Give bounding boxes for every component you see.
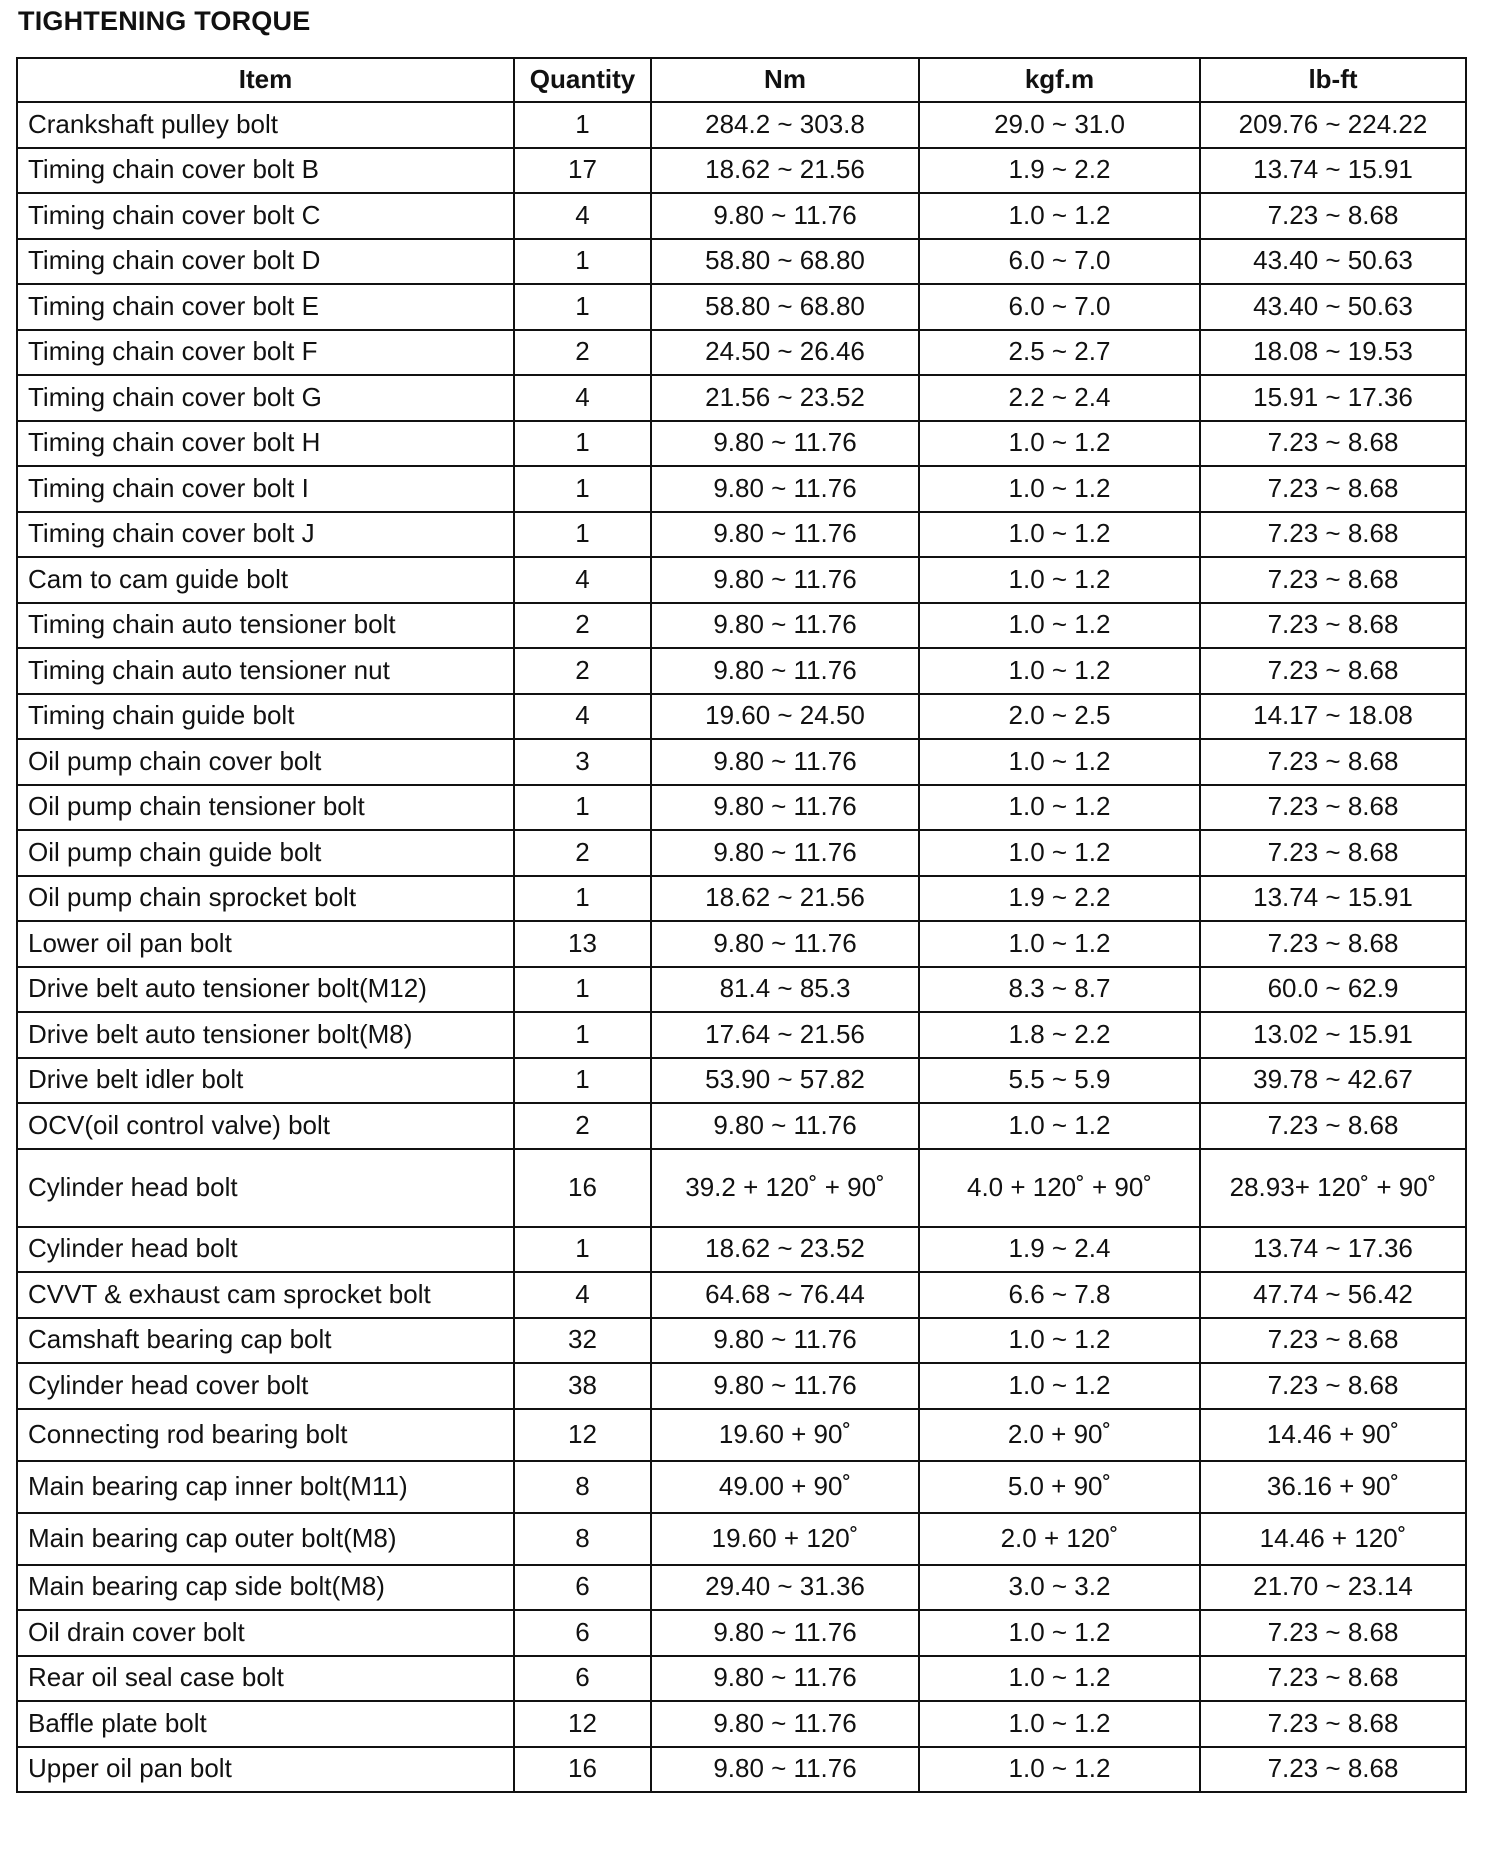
cell-nm: 9.80 ~ 11.76	[651, 739, 919, 785]
column-header-lb-ft: lb-ft	[1200, 58, 1466, 102]
cell-nm: 9.80 ~ 11.76	[651, 1103, 919, 1149]
cell-item: Drive belt idler bolt	[17, 1058, 514, 1104]
cell-lb-ft: 60.0 ~ 62.9	[1200, 967, 1466, 1013]
cell-quantity: 17	[514, 148, 651, 194]
cell-quantity: 4	[514, 375, 651, 421]
cell-item: Crankshaft pulley bolt	[17, 102, 514, 148]
cell-quantity: 3	[514, 739, 651, 785]
cell-nm: 9.80 ~ 11.76	[651, 1318, 919, 1364]
table-row	[17, 1103, 1466, 1149]
cell-lb-ft: 47.74 ~ 56.42	[1200, 1272, 1466, 1318]
cell-lb-ft: 36.16 + 90˚	[1200, 1461, 1466, 1513]
cell-item: Main bearing cap outer bolt(M8)	[17, 1513, 514, 1565]
cell-kgf-m: 1.0 ~ 1.2	[919, 921, 1200, 967]
cell-item: Cylinder head bolt	[17, 1227, 514, 1273]
cell-quantity: 4	[514, 557, 651, 603]
cell-quantity: 8	[514, 1461, 651, 1513]
tightening-torque-table	[16, 57, 1467, 1793]
cell-quantity: 16	[514, 1149, 651, 1227]
cell-nm: 9.80 ~ 11.76	[651, 421, 919, 467]
table-row	[17, 1058, 1466, 1104]
cell-quantity: 6	[514, 1565, 651, 1611]
cell-kgf-m: 1.0 ~ 1.2	[919, 739, 1200, 785]
table-row	[17, 284, 1466, 330]
table-row	[17, 1363, 1466, 1409]
cell-nm: 19.60 ~ 24.50	[651, 694, 919, 740]
cell-lb-ft: 7.23 ~ 8.68	[1200, 466, 1466, 512]
column-header-item: Item	[17, 58, 514, 102]
cell-item: Lower oil pan bolt	[17, 921, 514, 967]
cell-lb-ft: 14.46 + 120˚	[1200, 1513, 1466, 1565]
cell-item: Oil pump chain cover bolt	[17, 739, 514, 785]
table-row	[17, 694, 1466, 740]
cell-kgf-m: 2.2 ~ 2.4	[919, 375, 1200, 421]
cell-item: Cam to cam guide bolt	[17, 557, 514, 603]
cell-item: Drive belt auto tensioner bolt(M12)	[17, 967, 514, 1013]
cell-lb-ft: 28.93+ 120˚ + 90˚	[1200, 1149, 1466, 1227]
cell-quantity: 32	[514, 1318, 651, 1364]
cell-kgf-m: 5.5 ~ 5.9	[919, 1058, 1200, 1104]
cell-kgf-m: 6.0 ~ 7.0	[919, 284, 1200, 330]
table-row	[17, 967, 1466, 1013]
cell-kgf-m: 8.3 ~ 8.7	[919, 967, 1200, 1013]
cell-lb-ft: 7.23 ~ 8.68	[1200, 512, 1466, 558]
cell-lb-ft: 14.46 + 90˚	[1200, 1409, 1466, 1461]
cell-lb-ft: 13.02 ~ 15.91	[1200, 1012, 1466, 1058]
cell-kgf-m: 1.9 ~ 2.2	[919, 148, 1200, 194]
cell-quantity: 1	[514, 1227, 651, 1273]
cell-kgf-m: 6.0 ~ 7.0	[919, 239, 1200, 285]
table-row	[17, 603, 1466, 649]
cell-kgf-m: 1.0 ~ 1.2	[919, 466, 1200, 512]
cell-item: Timing chain auto tensioner bolt	[17, 603, 514, 649]
cell-item: CVVT & exhaust cam sprocket bolt	[17, 1272, 514, 1318]
cell-kgf-m: 1.0 ~ 1.2	[919, 1318, 1200, 1364]
cell-nm: 53.90 ~ 57.82	[651, 1058, 919, 1104]
cell-nm: 9.80 ~ 11.76	[651, 921, 919, 967]
cell-lb-ft: 7.23 ~ 8.68	[1200, 1318, 1466, 1364]
cell-item: Oil pump chain sprocket bolt	[17, 876, 514, 922]
cell-nm: 9.80 ~ 11.76	[651, 1701, 919, 1747]
cell-item: Timing chain cover bolt G	[17, 375, 514, 421]
cell-nm: 18.62 ~ 21.56	[651, 148, 919, 194]
cell-nm: 18.62 ~ 21.56	[651, 876, 919, 922]
cell-kgf-m: 1.0 ~ 1.2	[919, 1656, 1200, 1702]
cell-nm: 49.00 + 90˚	[651, 1461, 919, 1513]
cell-kgf-m: 2.0 ~ 2.5	[919, 694, 1200, 740]
table-row	[17, 739, 1466, 785]
cell-nm: 21.56 ~ 23.52	[651, 375, 919, 421]
table-row	[17, 557, 1466, 603]
cell-kgf-m: 2.0 + 90˚	[919, 1409, 1200, 1461]
cell-quantity: 8	[514, 1513, 651, 1565]
cell-nm: 9.80 ~ 11.76	[651, 785, 919, 831]
table-row	[17, 785, 1466, 831]
cell-item: Main bearing cap side bolt(M8)	[17, 1565, 514, 1611]
cell-item: Connecting rod bearing bolt	[17, 1409, 514, 1461]
cell-lb-ft: 13.74 ~ 15.91	[1200, 876, 1466, 922]
table-row	[17, 512, 1466, 558]
cell-lb-ft: 7.23 ~ 8.68	[1200, 1747, 1466, 1793]
table-row	[17, 830, 1466, 876]
cell-quantity: 1	[514, 876, 651, 922]
cell-nm: 18.62 ~ 23.52	[651, 1227, 919, 1273]
table-row	[17, 148, 1466, 194]
cell-kgf-m: 1.0 ~ 1.2	[919, 1363, 1200, 1409]
cell-nm: 39.2 + 120˚ + 90˚	[651, 1149, 919, 1227]
table-header-row	[17, 58, 1466, 102]
cell-nm: 9.80 ~ 11.76	[651, 466, 919, 512]
table-row	[17, 1227, 1466, 1273]
cell-quantity: 1	[514, 785, 651, 831]
cell-kgf-m: 1.0 ~ 1.2	[919, 512, 1200, 558]
cell-kgf-m: 1.0 ~ 1.2	[919, 603, 1200, 649]
table-row	[17, 239, 1466, 285]
cell-nm: 58.80 ~ 68.80	[651, 284, 919, 330]
cell-lb-ft: 7.23 ~ 8.68	[1200, 648, 1466, 694]
cell-kgf-m: 1.0 ~ 1.2	[919, 785, 1200, 831]
table-row	[17, 466, 1466, 512]
cell-nm: 58.80 ~ 68.80	[651, 239, 919, 285]
cell-lb-ft: 43.40 ~ 50.63	[1200, 239, 1466, 285]
cell-quantity: 1	[514, 1058, 651, 1104]
cell-kgf-m: 2.5 ~ 2.7	[919, 330, 1200, 376]
cell-lb-ft: 18.08 ~ 19.53	[1200, 330, 1466, 376]
cell-nm: 19.60 + 90˚	[651, 1409, 919, 1461]
cell-lb-ft: 7.23 ~ 8.68	[1200, 921, 1466, 967]
table-row	[17, 648, 1466, 694]
cell-quantity: 1	[514, 102, 651, 148]
cell-item: Main bearing cap inner bolt(M11)	[17, 1461, 514, 1513]
cell-lb-ft: 7.23 ~ 8.68	[1200, 1103, 1466, 1149]
cell-item: Timing chain guide bolt	[17, 694, 514, 740]
cell-lb-ft: 7.23 ~ 8.68	[1200, 1656, 1466, 1702]
cell-item: Timing chain cover bolt I	[17, 466, 514, 512]
cell-nm: 9.80 ~ 11.76	[651, 193, 919, 239]
cell-quantity: 1	[514, 512, 651, 558]
cell-kgf-m: 1.0 ~ 1.2	[919, 830, 1200, 876]
cell-item: Camshaft bearing cap bolt	[17, 1318, 514, 1364]
cell-quantity: 2	[514, 648, 651, 694]
table-row	[17, 876, 1466, 922]
cell-quantity: 4	[514, 694, 651, 740]
cell-lb-ft: 7.23 ~ 8.68	[1200, 603, 1466, 649]
cell-nm: 19.60 + 120˚	[651, 1513, 919, 1565]
cell-nm: 9.80 ~ 11.76	[651, 1610, 919, 1656]
cell-kgf-m: 1.0 ~ 1.2	[919, 421, 1200, 467]
cell-nm: 9.80 ~ 11.76	[651, 1656, 919, 1702]
cell-nm: 9.80 ~ 11.76	[651, 830, 919, 876]
table-row	[17, 1610, 1466, 1656]
cell-quantity: 1	[514, 967, 651, 1013]
cell-item: Timing chain cover bolt J	[17, 512, 514, 558]
cell-nm: 9.80 ~ 11.76	[651, 557, 919, 603]
cell-lb-ft: 7.23 ~ 8.68	[1200, 785, 1466, 831]
cell-quantity: 4	[514, 193, 651, 239]
cell-nm: 64.68 ~ 76.44	[651, 1272, 919, 1318]
cell-quantity: 2	[514, 1103, 651, 1149]
cell-lb-ft: 7.23 ~ 8.68	[1200, 1701, 1466, 1747]
cell-kgf-m: 5.0 + 90˚	[919, 1461, 1200, 1513]
cell-item: Cylinder head cover bolt	[17, 1363, 514, 1409]
cell-kgf-m: 1.0 ~ 1.2	[919, 193, 1200, 239]
cell-quantity: 4	[514, 1272, 651, 1318]
table-row	[17, 421, 1466, 467]
cell-kgf-m: 1.0 ~ 1.2	[919, 1610, 1200, 1656]
cell-kgf-m: 1.9 ~ 2.2	[919, 876, 1200, 922]
cell-quantity: 6	[514, 1656, 651, 1702]
cell-lb-ft: 7.23 ~ 8.68	[1200, 830, 1466, 876]
table-row	[17, 1513, 1466, 1565]
cell-quantity: 6	[514, 1610, 651, 1656]
cell-lb-ft: 7.23 ~ 8.68	[1200, 193, 1466, 239]
table-body	[17, 102, 1466, 1792]
cell-quantity: 2	[514, 830, 651, 876]
cell-lb-ft: 7.23 ~ 8.68	[1200, 557, 1466, 603]
cell-item: Timing chain cover bolt D	[17, 239, 514, 285]
table-row	[17, 375, 1466, 421]
cell-nm: 9.80 ~ 11.76	[651, 512, 919, 558]
cell-lb-ft: 7.23 ~ 8.68	[1200, 421, 1466, 467]
page-title: TIGHTENING TORQUE	[18, 6, 311, 36]
cell-lb-ft: 43.40 ~ 50.63	[1200, 284, 1466, 330]
table-row	[17, 330, 1466, 376]
table-row	[17, 1565, 1466, 1611]
cell-lb-ft: 7.23 ~ 8.68	[1200, 1363, 1466, 1409]
cell-lb-ft: 21.70 ~ 23.14	[1200, 1565, 1466, 1611]
cell-lb-ft: 14.17 ~ 18.08	[1200, 694, 1466, 740]
cell-kgf-m: 1.0 ~ 1.2	[919, 557, 1200, 603]
cell-lb-ft: 7.23 ~ 8.68	[1200, 1610, 1466, 1656]
table-row	[17, 1656, 1466, 1702]
cell-item: Upper oil pan bolt	[17, 1747, 514, 1793]
cell-item: Oil pump chain tensioner bolt	[17, 785, 514, 831]
cell-lb-ft: 209.76 ~ 224.22	[1200, 102, 1466, 148]
cell-lb-ft: 13.74 ~ 17.36	[1200, 1227, 1466, 1273]
column-header-nm: Nm	[651, 58, 919, 102]
cell-nm: 9.80 ~ 11.76	[651, 648, 919, 694]
cell-quantity: 1	[514, 421, 651, 467]
cell-item: Timing chain cover bolt H	[17, 421, 514, 467]
cell-nm: 24.50 ~ 26.46	[651, 330, 919, 376]
cell-kgf-m: 1.8 ~ 2.2	[919, 1012, 1200, 1058]
cell-quantity: 13	[514, 921, 651, 967]
cell-quantity: 1	[514, 466, 651, 512]
cell-item: Oil drain cover bolt	[17, 1610, 514, 1656]
cell-kgf-m: 6.6 ~ 7.8	[919, 1272, 1200, 1318]
cell-nm: 17.64 ~ 21.56	[651, 1012, 919, 1058]
cell-kgf-m: 3.0 ~ 3.2	[919, 1565, 1200, 1611]
cell-nm: 81.4 ~ 85.3	[651, 967, 919, 1013]
cell-quantity: 2	[514, 330, 651, 376]
cell-lb-ft: 15.91 ~ 17.36	[1200, 375, 1466, 421]
table-row	[17, 1318, 1466, 1364]
cell-item: Timing chain cover bolt B	[17, 148, 514, 194]
cell-quantity: 1	[514, 1012, 651, 1058]
table-row	[17, 193, 1466, 239]
cell-item: Drive belt auto tensioner bolt(M8)	[17, 1012, 514, 1058]
cell-nm: 9.80 ~ 11.76	[651, 1747, 919, 1793]
cell-nm: 284.2 ~ 303.8	[651, 102, 919, 148]
cell-kgf-m: 2.0 + 120˚	[919, 1513, 1200, 1565]
cell-lb-ft: 13.74 ~ 15.91	[1200, 148, 1466, 194]
cell-item: Timing chain cover bolt C	[17, 193, 514, 239]
cell-item: Cylinder head bolt	[17, 1149, 514, 1227]
cell-quantity: 2	[514, 603, 651, 649]
cell-item: Rear oil seal case bolt	[17, 1656, 514, 1702]
table-row	[17, 1012, 1466, 1058]
table-row	[17, 1461, 1466, 1513]
cell-kgf-m: 1.0 ~ 1.2	[919, 1747, 1200, 1793]
cell-nm: 9.80 ~ 11.76	[651, 603, 919, 649]
cell-quantity: 1	[514, 239, 651, 285]
cell-kgf-m: 1.0 ~ 1.2	[919, 1103, 1200, 1149]
cell-quantity: 38	[514, 1363, 651, 1409]
cell-quantity: 12	[514, 1409, 651, 1461]
cell-item: Oil pump chain guide bolt	[17, 830, 514, 876]
cell-quantity: 16	[514, 1747, 651, 1793]
table-row	[17, 1747, 1466, 1793]
column-header-quantity: Quantity	[514, 58, 651, 102]
cell-item: Timing chain auto tensioner nut	[17, 648, 514, 694]
cell-kgf-m: 4.0 + 120˚ + 90˚	[919, 1149, 1200, 1227]
table-row	[17, 1409, 1466, 1461]
table-row	[17, 1701, 1466, 1747]
cell-quantity: 12	[514, 1701, 651, 1747]
table-row	[17, 1272, 1466, 1318]
cell-item: Baffle plate bolt	[17, 1701, 514, 1747]
cell-kgf-m: 1.9 ~ 2.4	[919, 1227, 1200, 1273]
cell-kgf-m: 1.0 ~ 1.2	[919, 648, 1200, 694]
table-row	[17, 102, 1466, 148]
cell-item: Timing chain cover bolt E	[17, 284, 514, 330]
cell-item: OCV(oil control valve) bolt	[17, 1103, 514, 1149]
cell-kgf-m: 29.0 ~ 31.0	[919, 102, 1200, 148]
table-row	[17, 1149, 1466, 1227]
cell-kgf-m: 1.0 ~ 1.2	[919, 1701, 1200, 1747]
cell-item: Timing chain cover bolt F	[17, 330, 514, 376]
cell-nm: 29.40 ~ 31.36	[651, 1565, 919, 1611]
column-header-kgf-m: kgf.m	[919, 58, 1200, 102]
table-row	[17, 921, 1466, 967]
cell-lb-ft: 39.78 ~ 42.67	[1200, 1058, 1466, 1104]
cell-nm: 9.80 ~ 11.76	[651, 1363, 919, 1409]
cell-lb-ft: 7.23 ~ 8.68	[1200, 739, 1466, 785]
cell-quantity: 1	[514, 284, 651, 330]
